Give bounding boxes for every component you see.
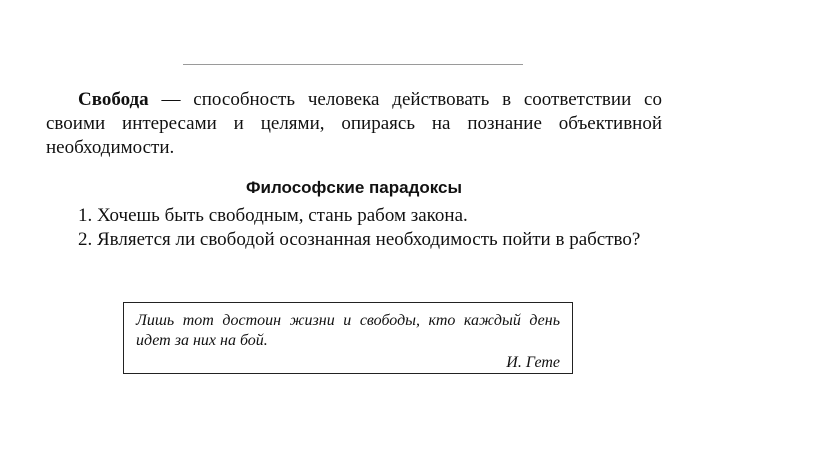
top-divider (183, 64, 523, 65)
paradox-item: 2. Является ли свободой осознанная необходимость пойти в рабство? (78, 229, 641, 250)
definition-term: Свобода (78, 89, 149, 110)
definition-paragraph (46, 88, 662, 160)
quote-author: И. Гете (506, 354, 560, 371)
paradox-item: 1. Хочешь быть свободным, стань рабом закона. (78, 205, 468, 226)
quote-box (123, 302, 573, 374)
paradox-list (46, 204, 662, 252)
definition-text: — способность человека действовать в соответствии со своими интересами и целями, опираясь на познание объективной необходимости. (46, 89, 662, 158)
quote-text: Лишь тот достоин жизни и свободы, кто каждый день идет за них на бой. (136, 312, 560, 349)
section-title: Философские парадоксы (246, 178, 462, 197)
